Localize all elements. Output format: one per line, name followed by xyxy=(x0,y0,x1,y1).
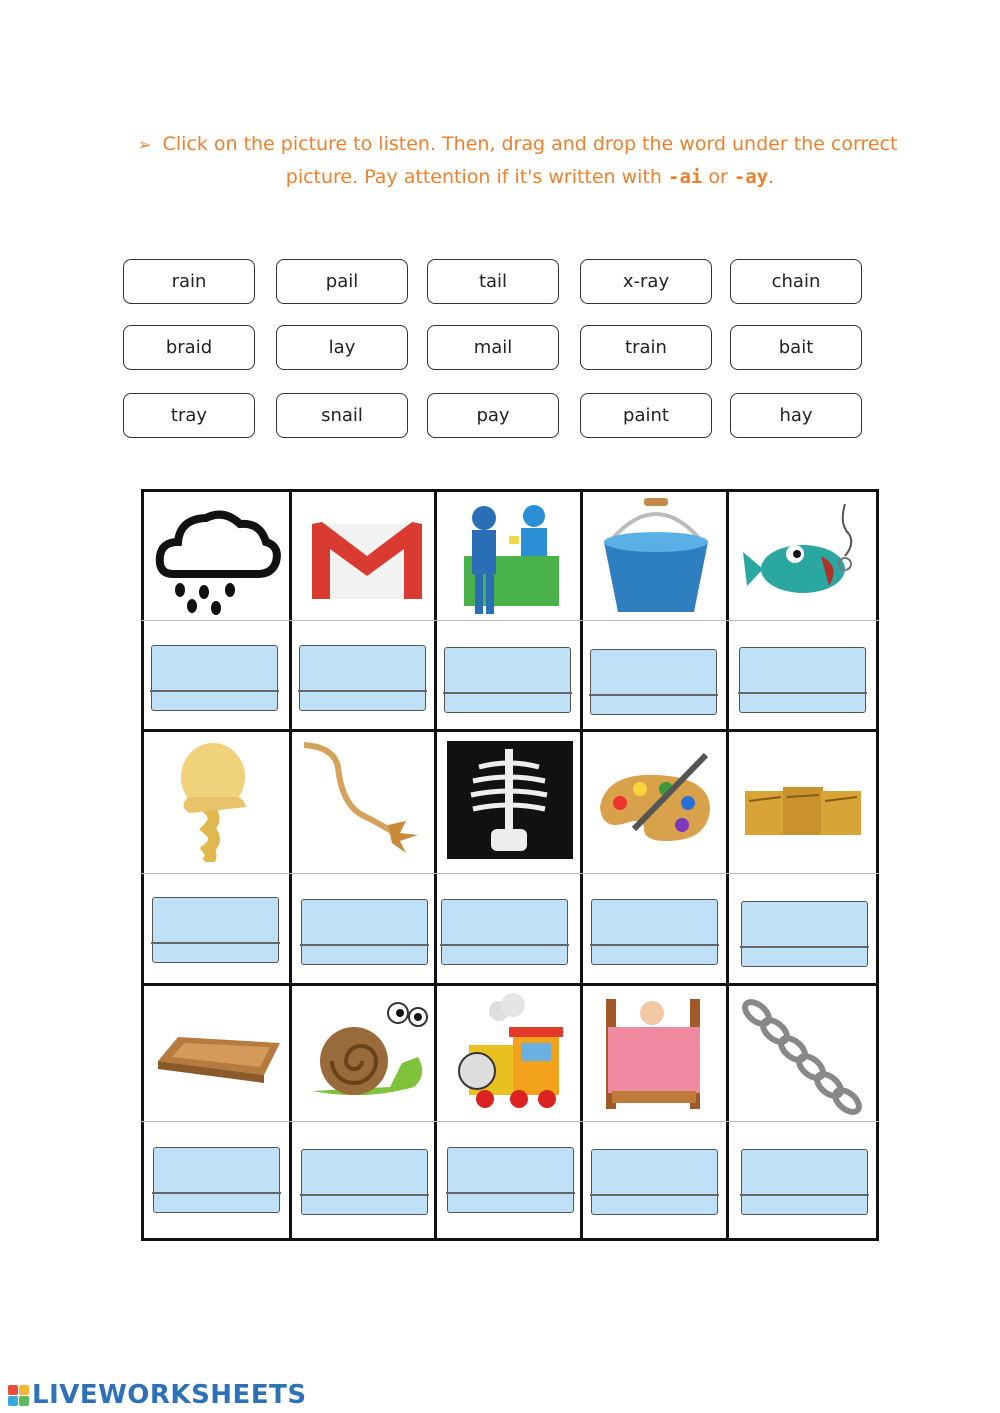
drop-zone-r1-c5[interactable] xyxy=(739,647,866,713)
braid-hair-icon[interactable] xyxy=(148,737,288,862)
grid-line xyxy=(141,873,879,874)
word-tile-chain[interactable]: chain xyxy=(730,259,862,304)
bed-lay-icon[interactable] xyxy=(586,991,726,1116)
drop-zone-r1-c3[interactable] xyxy=(444,647,571,713)
hay-bales-icon[interactable] xyxy=(733,737,873,862)
fish-bait-icon[interactable] xyxy=(733,494,873,619)
word-tile-mail[interactable]: mail xyxy=(427,325,559,370)
logo-text: LIVEWORKSHEETS xyxy=(32,1380,307,1410)
word-tile-pay[interactable]: pay xyxy=(427,393,559,438)
word-tile-tray[interactable]: tray xyxy=(123,393,255,438)
ending-ai: -ai xyxy=(668,166,703,188)
instruction-text: picture. Pay attention if it's written with xyxy=(285,166,668,188)
word-tile-hay[interactable]: hay xyxy=(730,393,862,438)
word-tile-train[interactable]: train xyxy=(580,325,712,370)
drop-zone-r1-c2[interactable] xyxy=(299,645,426,711)
grid-line xyxy=(141,729,879,732)
grid-line xyxy=(141,489,144,1241)
logo-mark-icon xyxy=(8,1385,29,1406)
word-tile-rain[interactable]: rain xyxy=(123,259,255,304)
tray-icon[interactable] xyxy=(148,991,288,1116)
cloud-rain-icon[interactable] xyxy=(148,494,288,619)
grid-line xyxy=(141,1121,879,1122)
drop-zone-r3-c3[interactable] xyxy=(447,1147,574,1213)
mail-m-icon[interactable] xyxy=(294,494,434,619)
word-tile-x-ray[interactable]: x-ray xyxy=(580,259,712,304)
drop-zone-r1-c4[interactable] xyxy=(590,649,717,715)
xray-skeleton-icon[interactable] xyxy=(439,737,579,862)
grid-line xyxy=(726,489,729,1241)
drop-zone-r3-c5[interactable] xyxy=(741,1149,868,1215)
grid-line xyxy=(141,489,879,492)
train-icon[interactable] xyxy=(439,991,579,1116)
drop-zone-r2-c4[interactable] xyxy=(591,899,718,965)
grid-line xyxy=(141,983,879,986)
drop-zone-r3-c1[interactable] xyxy=(153,1147,280,1213)
word-tile-paint[interactable]: paint xyxy=(580,393,712,438)
liveworksheets-logo[interactable] xyxy=(8,1380,307,1410)
grid-line xyxy=(876,489,879,1241)
word-tile-pail[interactable]: pail xyxy=(276,259,408,304)
grid-line xyxy=(580,489,583,1241)
bucket-pail-icon[interactable] xyxy=(586,494,726,619)
instruction-line-1: Click on the picture to listen. Then, drag and drop the word under the correct xyxy=(162,133,898,155)
instruction-period: . xyxy=(768,166,775,188)
grid-line xyxy=(141,1238,879,1241)
instruction-line-2 xyxy=(120,161,940,194)
word-tile-lay[interactable]: lay xyxy=(276,325,408,370)
chain-icon[interactable] xyxy=(733,991,873,1116)
instructions xyxy=(120,128,940,194)
drop-zone-r2-c1[interactable] xyxy=(152,897,279,963)
ending-ay: -ay xyxy=(733,166,769,188)
drop-zone-r3-c2[interactable] xyxy=(301,1149,428,1215)
pay-counter-icon[interactable] xyxy=(439,494,579,619)
word-tile-tail[interactable]: tail xyxy=(427,259,559,304)
grid-line xyxy=(141,620,879,621)
tail-icon[interactable] xyxy=(294,737,434,862)
drop-zone-r3-c4[interactable] xyxy=(591,1149,718,1215)
grid-line xyxy=(434,489,437,1241)
word-tile-braid[interactable]: braid xyxy=(123,325,255,370)
arrow-bullet-icon: ➢ xyxy=(138,135,152,154)
drop-zone-r1-c1[interactable] xyxy=(151,645,278,711)
drop-zone-r2-c5[interactable] xyxy=(741,901,868,967)
grid-line xyxy=(289,489,292,1241)
drop-zone-r2-c3[interactable] xyxy=(441,899,568,965)
picture-grid xyxy=(141,489,879,1241)
word-tile-snail[interactable]: snail xyxy=(276,393,408,438)
drop-zone-r2-c2[interactable] xyxy=(301,899,428,965)
instruction-or: or xyxy=(702,166,734,188)
snail-icon[interactable] xyxy=(294,991,434,1116)
paint-palette-icon[interactable] xyxy=(586,737,726,862)
word-tile-bait[interactable]: bait xyxy=(730,325,862,370)
